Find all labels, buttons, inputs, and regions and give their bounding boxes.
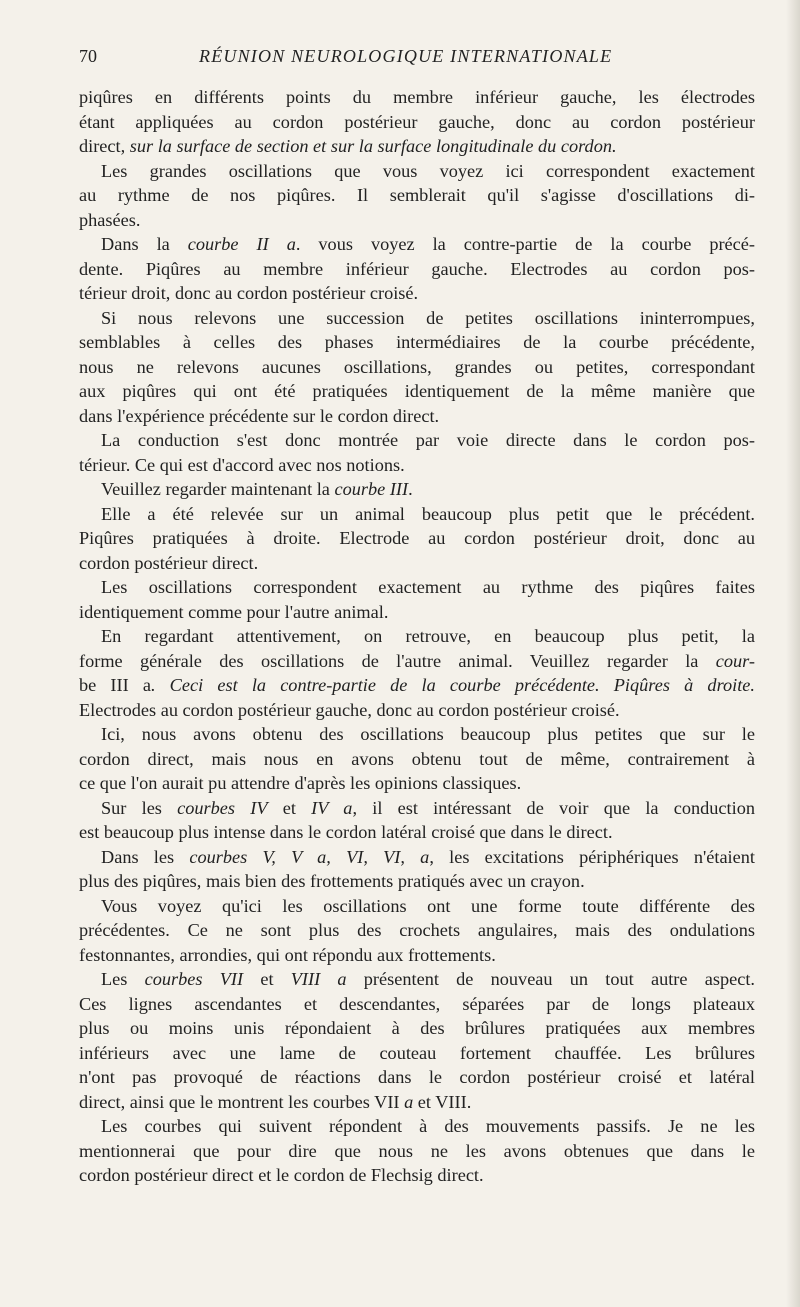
italic-reference: courbe II a — [187, 234, 296, 254]
paragraph — [79, 845, 755, 894]
italic-reference: IV a — [311, 797, 353, 818]
text-segment: direct, ainsi que le montrent les courbes VII — [79, 1091, 405, 1112]
text-segment: be III a — [79, 675, 151, 695]
text-segment: , il est intéressant de voir que la conduction — [352, 797, 755, 818]
text-line: Ces lignes ascendantes et descendantes, séparées par de longs plateaux — [79, 993, 755, 1014]
text-line: nous ne relevons aucunes oscillations, grandes ou petites, correspondant — [79, 356, 755, 377]
text-line: Si nous relevons une succession de petites oscillations ininterrompues, — [101, 307, 755, 328]
text-segment: et — [267, 797, 312, 818]
paragraph — [79, 159, 755, 233]
body-text — [79, 85, 755, 1188]
text-line — [79, 1090, 755, 1115]
page-number: 70 — [79, 46, 97, 66]
paragraph — [79, 575, 755, 624]
italic-reference: courbes IV — [177, 797, 268, 818]
paragraph — [79, 1114, 755, 1188]
text-line: phasées. — [79, 209, 141, 230]
text-line — [79, 232, 755, 257]
text-line — [79, 845, 755, 870]
text-line: dans l'expérience précédente sur le cordon direct. — [79, 405, 440, 426]
text-segment: Les — [101, 969, 145, 989]
text-segment: et — [243, 969, 291, 989]
text-line: cordon postérieur direct et le cordon de Flechsig direct. — [79, 1165, 484, 1185]
paragraph — [79, 306, 755, 429]
text-line — [79, 673, 755, 698]
text-line: Les grandes oscillations que vous voyez ici correspondent exactement — [101, 160, 755, 181]
page-header — [79, 46, 759, 72]
text-line: Elle a été relevée sur un animal beaucoup plus petit que le précédent. — [101, 503, 755, 524]
paragraph — [79, 967, 755, 1114]
text-segment: Sur les — [101, 797, 178, 818]
text-line: inférieurs avec une lame de couteau fortement chauffée. Les brûlures — [79, 1042, 755, 1063]
text-line — [79, 134, 755, 159]
text-line: cordon postérieur direct. — [79, 552, 259, 573]
text-segment: . — [408, 479, 413, 499]
text-segment: . vous voyez la contre-partie de la courbe précé- — [295, 234, 755, 254]
text-line: étant appliquées au cordon postérieur gauche, donc au cordon postérieur — [79, 111, 755, 132]
italic-reference: courbe III — [334, 479, 409, 499]
italic-reference: . Ceci est la contre-partie de la courbe précédente. Piqûres à droite. — [150, 675, 755, 695]
text-line: dente. Piqûres au membre inférieur gauche. Electrodes au cordon pos- — [79, 258, 755, 279]
text-line: Electrodes au cordon postérieur gauche, donc au cordon postérieur croisé. — [79, 699, 620, 720]
text-line: térieur. Ce qui est d'accord avec nos notions. — [79, 454, 405, 475]
italic-reference: cour- — [715, 650, 755, 671]
italic-reference: courbes V, V a, VI, VI, a — [189, 846, 430, 867]
text-line: plus des piqûres, mais bien des frottements pratiqués avec un crayon. — [79, 871, 585, 891]
text-line: semblables à celles des phases intermédiaires de la courbe précédente, — [79, 332, 755, 352]
text-line: est beaucoup plus intense dans le cordon latéral croisé que dans le direct. — [79, 822, 613, 842]
italic-reference: a — [404, 1091, 414, 1112]
text-line: précédentes. Ce ne sont plus des crochets angulaires, mais des ondulations — [79, 920, 755, 940]
page-edge-shadow — [786, 0, 800, 1307]
text-line: ce que l'on aurait pu attendre d'après les opinions classiques. — [79, 773, 522, 793]
text-line: Ici, nous avons obtenu des oscillations beaucoup plus petites que sur le — [101, 724, 755, 744]
text-line — [79, 967, 755, 992]
text-line: Piqûres pratiquées à droite. Electrode au cordon postérieur droit, donc au — [79, 528, 755, 548]
text-line: Vous voyez qu'ici les oscillations ont une forme toute différente des — [101, 895, 755, 916]
text-segment: Dans les — [101, 846, 190, 867]
text-line: identiquement comme pour l'autre animal. — [79, 601, 389, 622]
text-line — [79, 477, 755, 502]
italic-reference: VIII a — [290, 969, 347, 989]
text-line — [79, 796, 755, 821]
text-segment: , les excitations périphériques n'étaient — [429, 846, 755, 867]
text-line: Les courbes qui suivent répondent à des mouvements passifs. Je ne les — [101, 1116, 755, 1136]
text-line: festonnantes, arrondies, qui ont répondu aux frottements. — [79, 944, 496, 965]
text-line: piqûres en différents points du membre inférieur gauche, les électrodes — [79, 87, 755, 107]
paragraph — [79, 894, 755, 968]
text-line: mentionnerai que pour dire que nous ne les avons obtenues que dans le — [79, 1140, 755, 1161]
text-segment: Veuillez regarder maintenant la — [101, 479, 335, 499]
italic-reference: , sur la surface de section et sur la surface longitudinale du cordon. — [120, 136, 617, 156]
paragraph — [79, 796, 755, 845]
paragraph — [79, 232, 755, 306]
text-line: aux piqûres qui ont été pratiquées identiquement de la même manière que — [79, 381, 755, 401]
text-line: n'ont pas provoqué de réactions dans le cordon postérieur croisé et latéral — [79, 1067, 755, 1087]
running-title: RÉUNION NEUROLOGIQUE INTERNATIONALE — [199, 46, 613, 66]
text-line: La conduction s'est donc montrée par voie directe dans le cordon pos- — [101, 430, 755, 450]
paragraph — [79, 722, 755, 796]
paragraph — [79, 624, 755, 722]
paragraph — [79, 477, 755, 502]
text-segment: présentent de nouveau un tout autre aspect. — [346, 969, 755, 989]
text-line: plus ou moins unis répondaient à des brûlures pratiquées aux membres — [79, 1018, 755, 1038]
text-line: En regardant attentivement, on retrouve, en beaucoup plus petit, la — [101, 626, 755, 646]
paragraph — [79, 428, 755, 477]
paragraph — [79, 502, 755, 576]
text-line: cordon direct, mais nous en avons obtenu tout de même, contrairement à — [79, 748, 755, 769]
text-line: Les oscillations correspondent exactement au rythme des piqûres faites — [101, 577, 755, 597]
text-line: au rythme de nos piqûres. Il semblerait qu'il s'agisse d'oscillations di- — [79, 185, 755, 205]
text-segment: forme générale des oscillations de l'autre animal. Veuillez regarder la — [79, 650, 716, 671]
text-segment: direct — [79, 136, 121, 156]
paragraph — [79, 85, 755, 159]
text-segment: Dans la — [101, 234, 188, 254]
text-segment: et VIII. — [413, 1091, 472, 1112]
text-line: térieur droit, donc au cordon postérieur croisé. — [79, 283, 419, 303]
italic-reference: courbes VII — [144, 969, 244, 989]
text-line — [79, 649, 755, 674]
